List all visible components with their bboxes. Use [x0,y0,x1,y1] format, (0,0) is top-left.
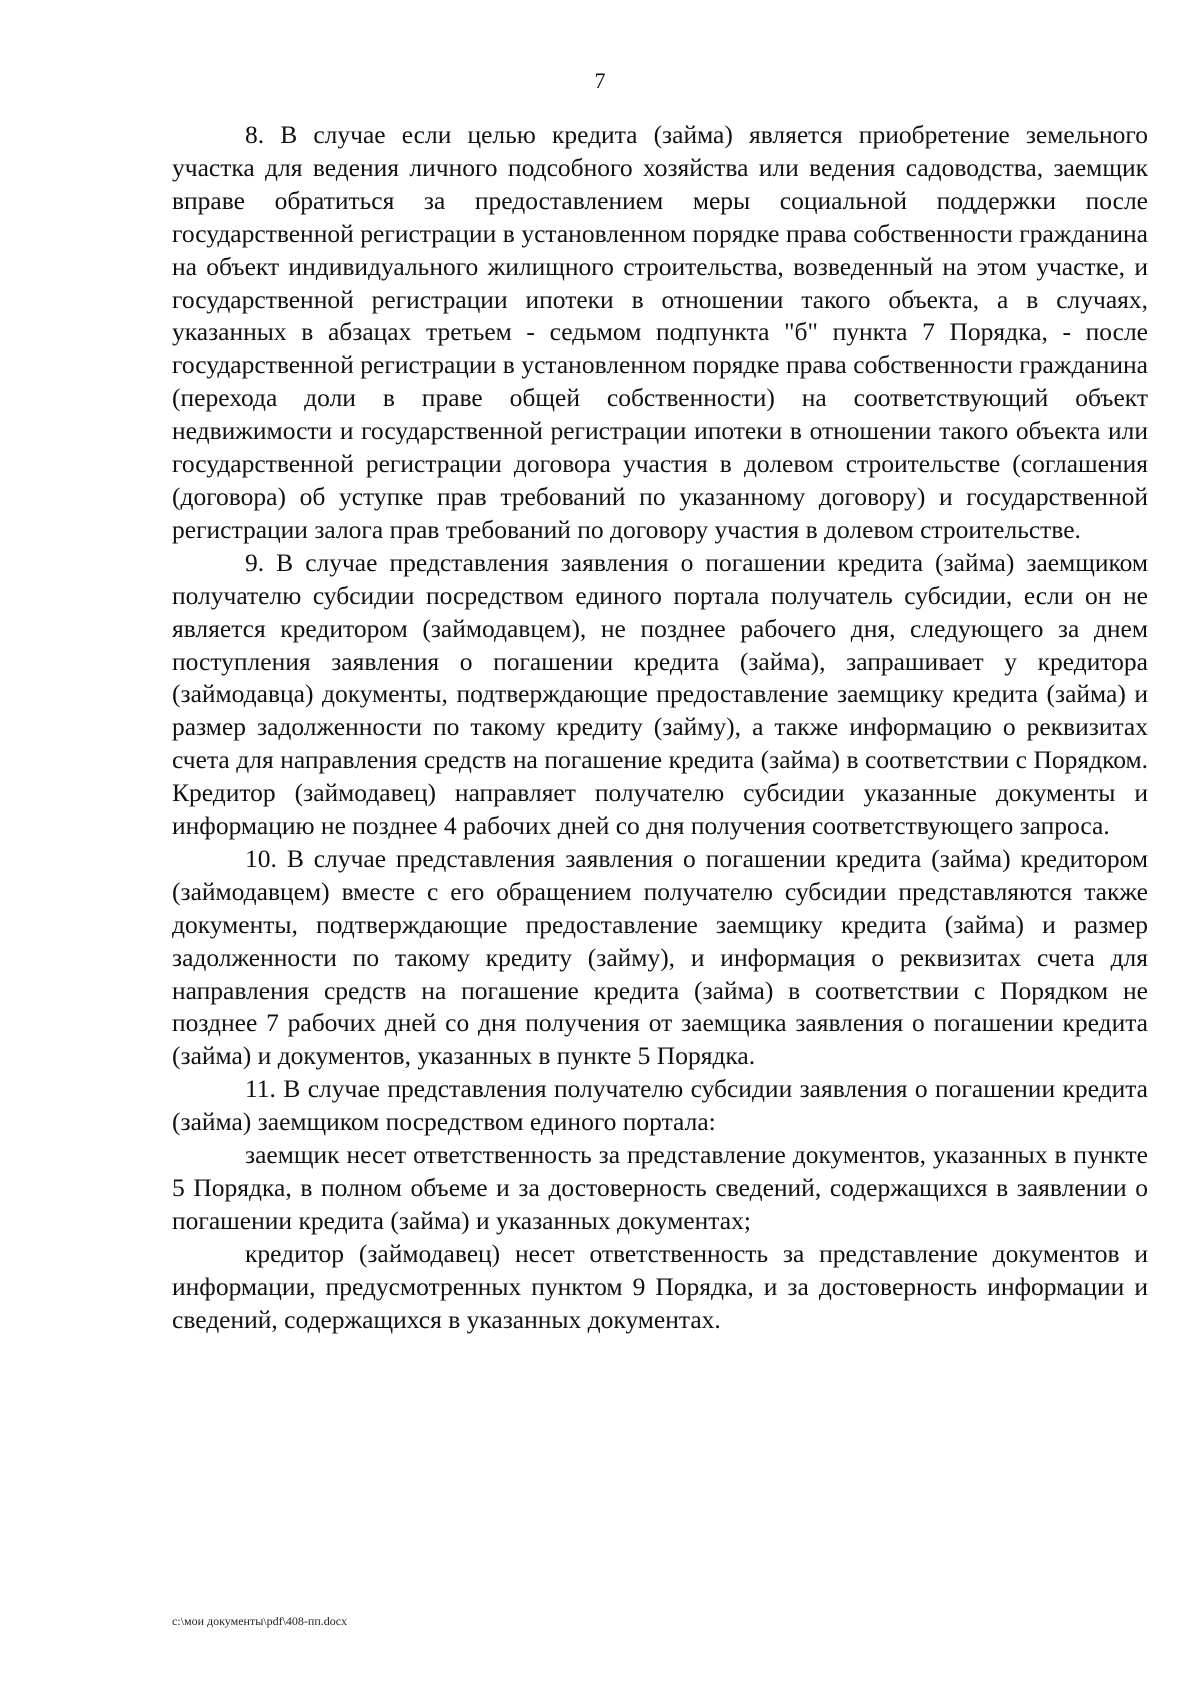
paragraph-11-creditor: кредитор (займодавец) несет ответственность за представление документов и информации, предусмотренных пунктом 9 Порядка, и за достоверность информации и сведений, содержащихся в указанных документах. [172,1238,1148,1334]
page-number: 7 [594,68,606,93]
paragraph-11: 11. В случае представления получателю субсидии заявления о погашении кредита (займа) заемщиком посредством единого портала: [172,1074,1148,1137]
paragraph-10: 10. В случае представления заявления о погашении кредита (займа) кредитором (займодавцем) вместе с его обращением получателю субсидии представляются также документы, подтверждающие предоставление заемщику кредита (займа) и размер задолженности по такому кредиту (займу), и информация о реквизитах счета для направления средств на погашение кредита (займа) в соответствии с Порядком не позднее 7 рабочих дней со дня получения от заемщика заявления о погашении кредита (займа) и документов, указанных в пункте 5 Порядка. [172,843,1148,1071]
document-body [172,119,1148,1337]
footer-file-path: c:\мои документы\pdf\408-пп.docx [172,1614,348,1628]
paragraph-8: 8. В случае если целью кредита (займа) является приобретение земельного участка для ведения личного подсобного хозяйства или ведения садоводства, заемщик вправе обратиться за предоставлением меры социальной поддержки после государственной регистрации в установленном порядке права собственности гражданина на объект индивидуального жилищного строительства, возведенный на этом участке, и государственной регистрации ипотеки в отношении такого объекта, а в случаях, указанных в абзацах третьем - седьмом подпункта "б" пункта 7 Порядка, - после государственной регистрации в установленном порядке права собственности гражданина (перехода доли в праве общей собственности) на соответствующий объект недвижимости и государственной регистрации ипотеки в отношении такого объекта или государственной регистрации договора участия в долевом строительстве (соглашения (договора) об уступке прав требований по указанному договору) и государственной регистрации залога прав требований по договору участия в долевом строительстве. [172,120,1148,544]
paragraph-9: 9. В случае представления заявления о погашении кредита (займа) заемщиком получателю субсидии посредством единого портала получатель субсидии, если он не является кредитором (займодавцем), не позднее рабочего дня, следующего за днем поступления заявления о погашении кредита (займа), запрашивает у кредитора (займодавца) документы, подтверждающие предоставление заемщику кредита (займа) и размер задолженности по такому кредиту (займу), а также информацию о реквизитах счета для направления средств на погашение кредита (займа) в соответствии с Порядком. Кредитор (займодавец) направляет получателю субсидии указанные документы и информацию не позднее 4 рабочих дней со дня получения соответствующего запроса. [172,547,1148,841]
paragraph-11-borrower: заемщик несет ответственность за представление документов, указанных в пункте 5 Порядка, в полном объеме и за достоверность сведений, содержащихся в заявлении о погашении кредита (займа) и указанных документах; [172,1140,1148,1235]
